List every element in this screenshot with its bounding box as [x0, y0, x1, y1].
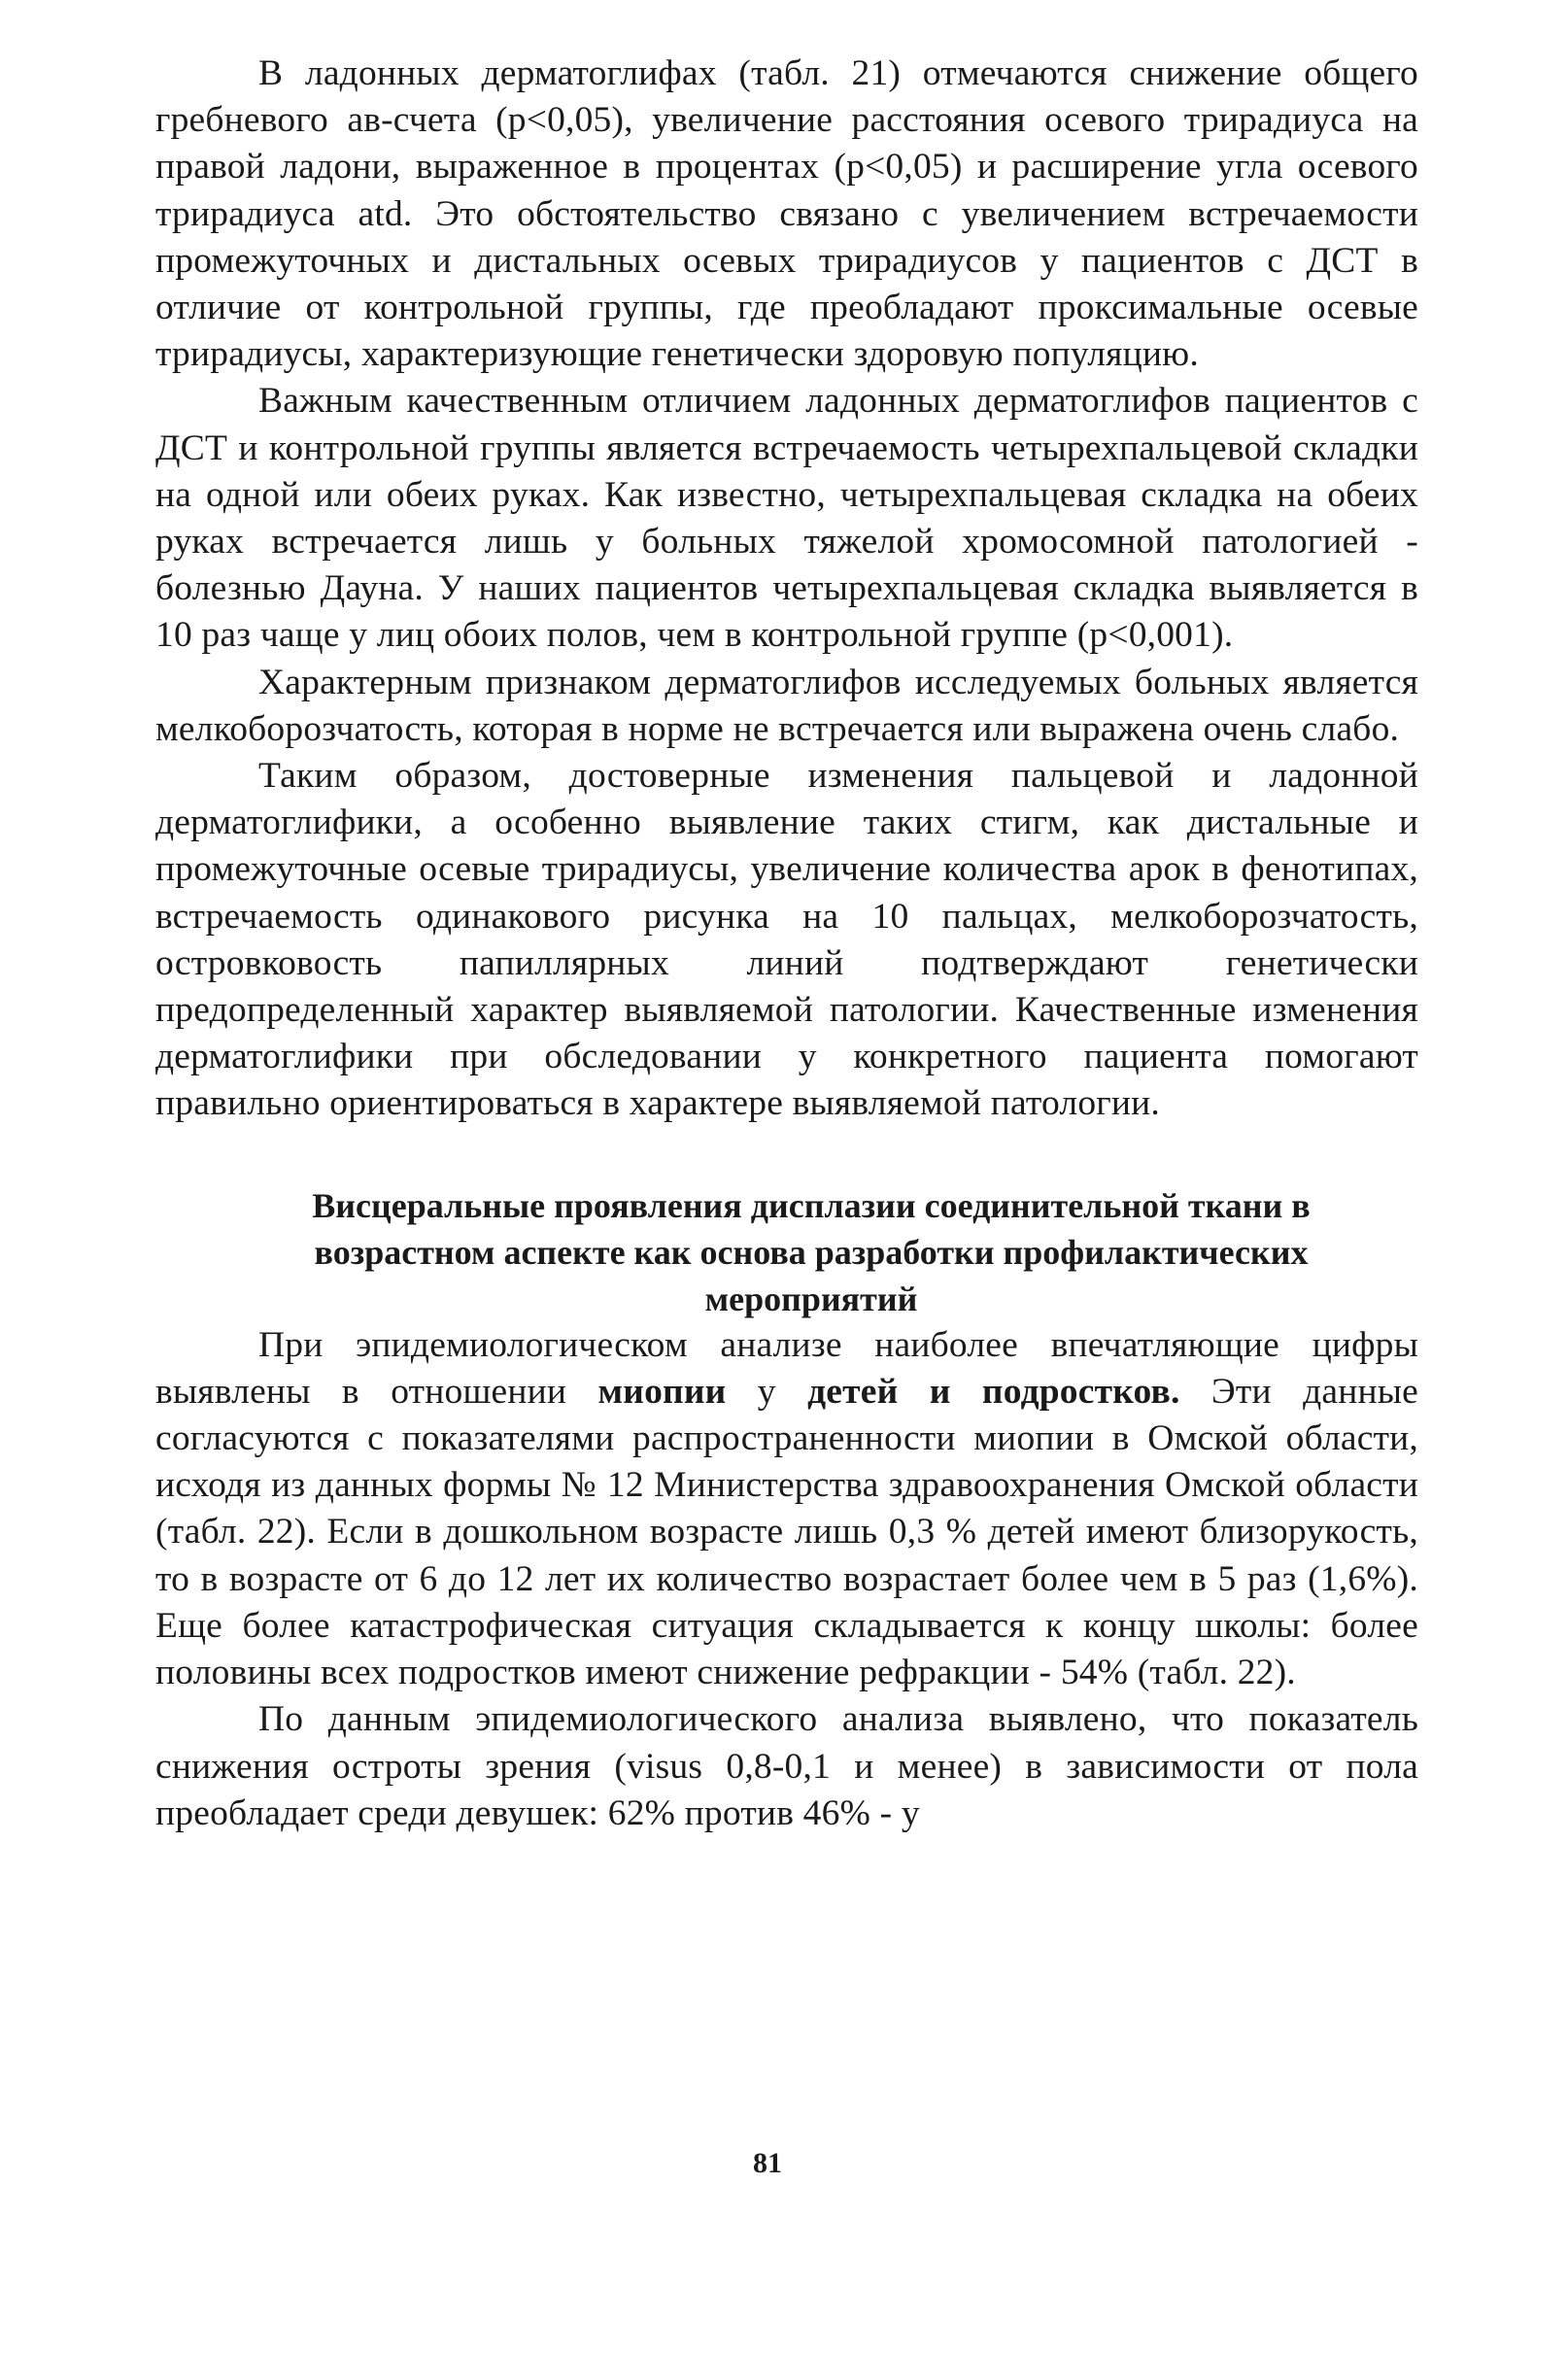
bold-term-myopia: миопии [597, 1371, 727, 1412]
bold-term-children: детей и подростков. [807, 1371, 1180, 1412]
text-segment: у [726, 1371, 808, 1412]
section-heading: Висцеральные проявления дисплазии соединительной ткани в возрастном аспекте как основа разработки профилактических мероприятий [312, 1185, 1311, 1318]
text-segment: При эпидемиологическом анализе наиболее впечатляющие цифры выявлены в отношении [155, 1324, 1418, 1412]
text-segment: Эти данные согласуются с показателями распространенности миопии в Омской области, исходя из данных формы № 12 Министерства здравоохранения Омской области (табл. 22). Если в дошкольном возрасте лишь 0,3 % детей имеют близорукость, то в возрасте от 6 до 12 лет их количество возрастает более чем в 5 раз (1,6%). Еще более катастрофическая ситуация складывается к концу школы: более половины всех подростков имеют снижение рефракции - 54% (табл. 22). [155, 1371, 1418, 1693]
page-content [155, 51, 1418, 2188]
paragraph-palmar-dermatoglyphics: В ладонных дерматоглифах (табл. 21) отмечаются снижение общего гребневого ав-счета (р<0,05), увеличение расстояния осевого трирадиуса на правой ладони, выраженное в процентах (р<0,05) и расширение угла осевого трирадиуса atd. Это обстоятельство связано с увеличением встречаемости промежуточных и дистальных осевых трирадиусов у пациентов с ДСТ в отличие от контрольной группы, где преобладают проксимальные осевые трирадиусы, характеризующие генетически здоровую популяцию. [155, 53, 1418, 375]
page-number: 81 [753, 2147, 782, 2179]
paragraph-visual-acuity: По данным эпидемиологического анализа выявлено, что показатель снижения остроты зрения (visus 0,8-0,1 и менее) в зависимости от пола преобладает среди девушек: 62% против 46% - у [155, 1699, 1418, 1833]
paragraph-four-finger-crease: Важным качественным отличием ладонных дерматоглифов пациентов с ДСТ и контрольной группы является встречаемость четырехпальцевой складки на одной или обеих руках. Как известно, четырехпальцевая складка на обеих руках встречается лишь у больных тяжелой хромосомной патологией - болезнью Дауна. У наших пациентов четырехпальцевая складка выявляется в 10 раз чаще у лиц обоих полов, чем в контрольной группе (р<0,001). [155, 381, 1418, 656]
paragraph-myopia-epidemiology [155, 1322, 1418, 1697]
paragraph-fine-furrowing: Характерным признаком дерматоглифов исследуемых больных является мелкоборозчатость, которая в норме не встречается или выражена очень слабо. [155, 662, 1418, 749]
paragraph-conclusion: Таким образом, достоверные изменения пальцевой и ладонной дерматоглифики, а особенно выявление таких стигм, как дистальные и промежуточные осевые трирадиусы, увеличение количества арок в фенотипах, встречаемость одинакового рисунка на 10 пальцах, мелкоборозчатость, островковость папиллярных линий подтверждают генетически предопределенный характер выявляемой патологии. Качественные изменения дерматоглифики при обследовании у конкретного пациента помогают правильно ориентироваться в характере выявляемой патологии. [155, 756, 1418, 1124]
